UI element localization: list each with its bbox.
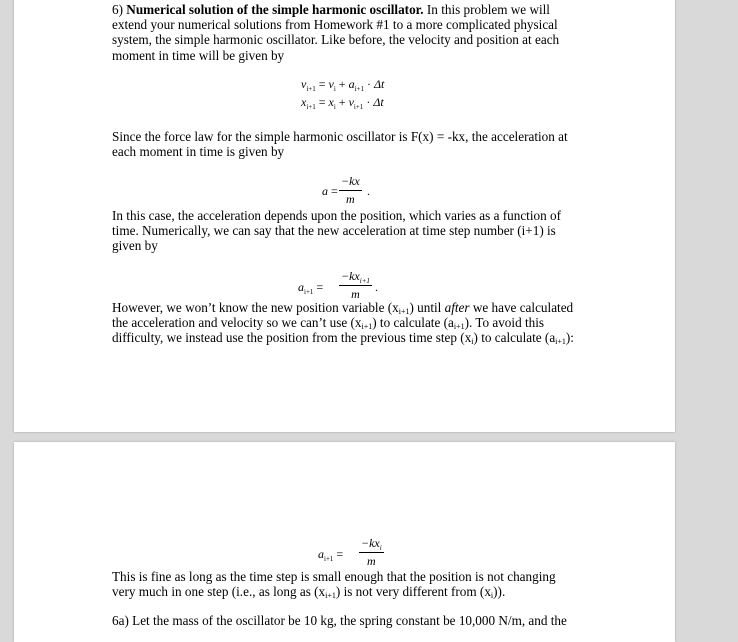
acceleration-fraction: $\frac{-kx}{m}$ <box>341 174 360 206</box>
document-page-1 <box>14 0 675 432</box>
acceleration-equation-period: . <box>367 184 370 198</box>
velocity-update-equation: $v_{i+1} = v_i + a_{i+1} \cdot \Delta t$ <box>301 77 385 93</box>
problem-6-intro <box>112 2 582 63</box>
document-page-2 <box>14 442 675 642</box>
intro-text: In this problem we will extend your numerical solutions from Homework #1 to a more complicated physical system, the simple harmonic oscillator. Like before, the velocity and position at each moment in time will be given by <box>112 2 560 63</box>
approx-acceleration-equation-lhs: $a_{i+1}$ = <box>318 547 344 563</box>
position-unknown-paragraph: However, we won’t know the new position variable $(x_{i+1})$ until after we have calculated the acceleration and velocity so we can’t use $(x_{i+1})$ to calculate $(a_{i+1})$. To avoid this difficulty, we instead use the position from the previous time step $(x_i)$ to calculate $(a_{i+1})$: <box>112 300 574 347</box>
problem-title: Numerical solution of the simple harmonic oscillator. <box>126 2 424 17</box>
force-law-paragraph: Since the force law for the simple harmonic oscillator is F(x) = -kx, the acceleration at each moment in time is given by <box>112 129 568 160</box>
new-acceleration-equation-lhs: $a_{i+1}$ = <box>298 280 324 296</box>
problem-number: 6) <box>112 2 127 17</box>
position-update-equation: $x_{i+1} = x_i + v_{i+1} \cdot \Delta t$ <box>301 95 384 111</box>
acceleration-depends-paragraph: In this case, the acceleration depends upon the position, which varies as a function of time. Numerically, we can say that the new acceleration at time step number (i+1) is given by <box>112 208 561 254</box>
acceleration-equation-lhs: a = <box>322 184 338 198</box>
new-acceleration-equation-period: . <box>375 280 378 294</box>
approx-acceleration-fraction: $-kx_i$ m <box>361 536 382 568</box>
problem-6a-paragraph: 6a) Let the mass of the oscillator be 10 kg, the spring constant be 10,000 N/m, and the <box>112 613 567 628</box>
small-time-step-paragraph: This is fine as long as the time step is small enough that the position is not changing very much in one step (i.e., as long as $(x_{i+1})$ is not very different from $(x_i)$). <box>112 569 556 601</box>
new-acceleration-fraction: $-kx_{i+1}$ m <box>341 269 370 301</box>
